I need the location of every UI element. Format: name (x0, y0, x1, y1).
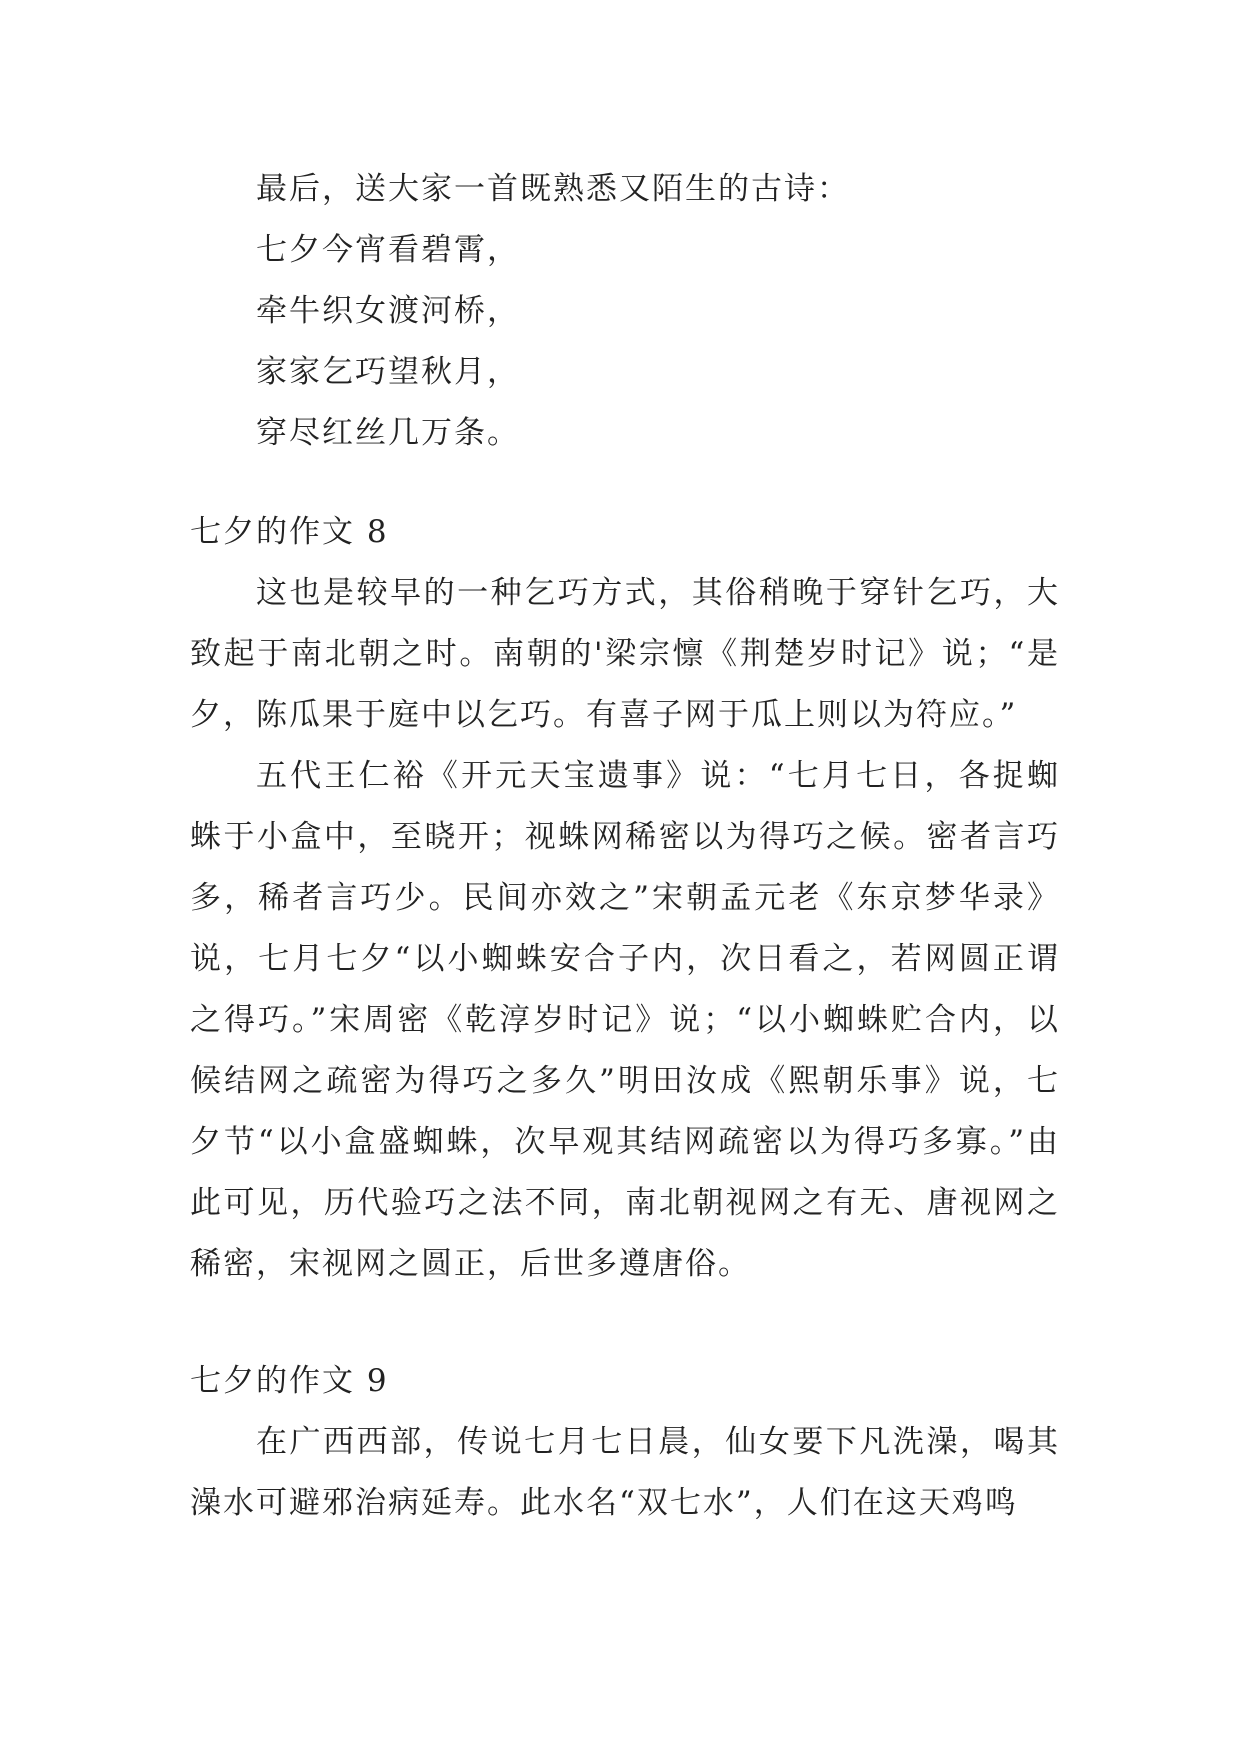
body-paragraph: 这也是较早的一种乞巧方式，其俗稍晚于穿针乞巧，大致起于南北朝之时。南朝的'梁宗懔《荆楚岁时记》说；“是夕，陈瓜果于庭中以乞巧。有喜子网于瓜上则以为符应。” (190, 575, 1060, 733)
poem-line: 穿尽红丝几万条。 (256, 415, 520, 451)
essay-section-9 (190, 1351, 1060, 1534)
section-heading: 七夕的作文 8 (190, 514, 389, 550)
intro-section (190, 159, 1060, 464)
poem-line: 牵牛织女渡河桥， (256, 293, 520, 329)
body-paragraph: 在广西西部，传说七月七日晨，仙女要下凡洗澡，喝其澡水可避邪治病延寿。此水名“双七水”，人们在这天鸡鸣 (190, 1424, 1060, 1521)
poem-line: 七夕今宵看碧霄， (256, 232, 520, 268)
intro-lead-text: 最后，送大家一首既熟悉又陌生的古诗： (256, 171, 850, 207)
essay-section-8 (190, 502, 1060, 1295)
section-heading: 七夕的作文 9 (190, 1363, 389, 1399)
body-paragraph: 五代王仁裕《开元天宝遗事》说：“七月七日，各捉蜘蛛于小盒中，至晓开；视蛛网稀密以为得巧之候。密者言巧多，稀者言巧少。民间亦效之”宋朝孟元老《东京梦华录》说，七月七夕“以小蜘蛛安合子内，次日看之，若网圆正谓之得巧。”宋周密《乾淳岁时记》说；“以小蜘蛛贮合内，以候结网之疏密为得巧之多久”明田汝成《熙朝乐事》说，七夕节“以小盒盛蜘蛛，次早观其结网疏密以为得巧多寡。”由此可见，历代验巧之法不同，南北朝视网之有无、唐视网之稀密，宋视网之圆正，后世多遵唐俗。 (190, 758, 1060, 1282)
poem-line: 家家乞巧望秋月， (256, 354, 520, 390)
